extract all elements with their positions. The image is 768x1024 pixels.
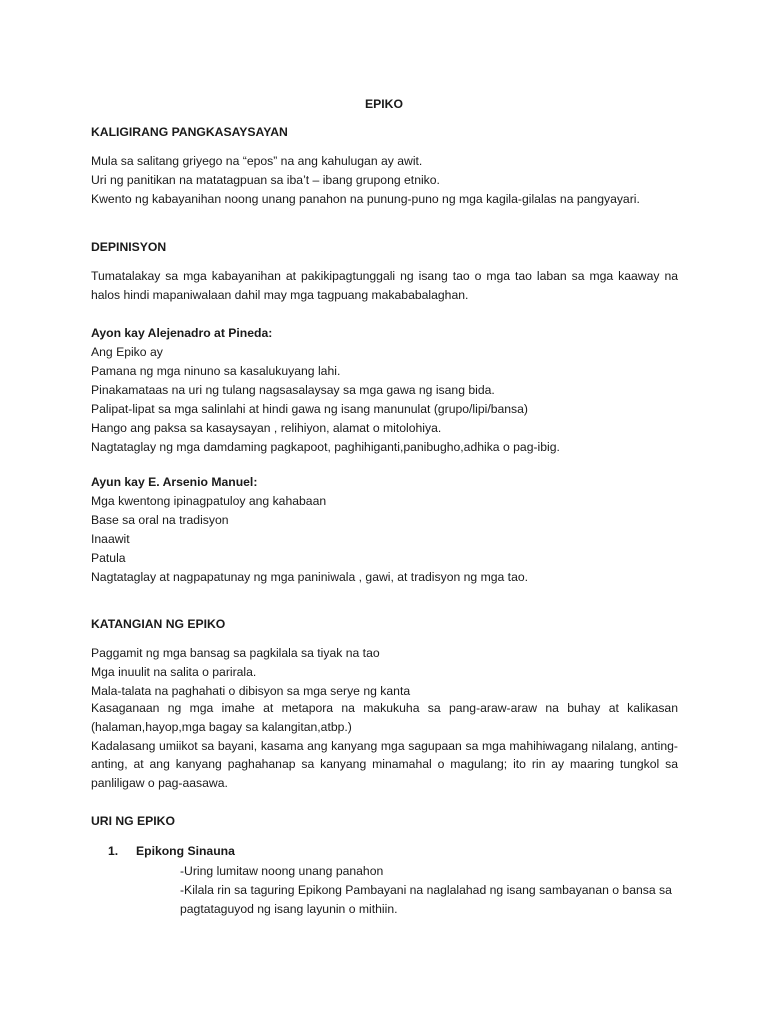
detail-line: -Kilala rin sa taguring Epikong Pambayani na naglalahad ng isang sambayanan o bansa sa pagtataguyod ng isang layunin o mithiin. [180, 883, 672, 916]
pineda-line: Nagtataglay ng mga damdaming pagkapoot, paghihiganti,panibugho,adhika o pag-ibig. [91, 440, 560, 454]
list-item-details [180, 862, 678, 919]
pineda-line: Hango ang paksa sa kasaysayan , relihiyon, alamat o mitolohiya. [91, 421, 442, 435]
katangian-paragraph [91, 699, 678, 793]
pineda-line: Palipat-lipat sa mga salinlahi at hindi gawa ng isang manunulat (grupo/lipi/bansa) [91, 402, 528, 416]
manuel-line: Patula [91, 551, 126, 565]
pineda-line: Pinakamataas na uri ng tulang nagsasalaysay sa mga gawa ng isang bida. [91, 383, 495, 397]
document-title: EPIKO [365, 97, 403, 111]
pineda-line: Ang Epiko ay [91, 345, 163, 359]
pineda-line: Pamana ng mga ninuno sa kasalukuyang lahi. [91, 364, 341, 378]
heading-pineda: Ayon kay Alejenadro at Pineda: [91, 326, 273, 340]
kaligiran-line: Uri ng panitikan na matatagpuan sa iba’t – ibang grupong etniko. [91, 173, 440, 187]
katangian-line: Mala-talata na paghahati o dibisyon sa mga serye ng kanta [91, 684, 411, 698]
kaligiran-line: Mula sa salitang griyego na “epos” na ang kahulugan ay awit. [91, 154, 423, 168]
heading-kaligiran: KALIGIRANG PANGKASAYSAYAN [91, 125, 288, 139]
manuel-line: Nagtataglay at nagpapatunay ng mga paniniwala , gawi, at tradisyon ng mga tao. [91, 570, 529, 584]
katangian-line: Paggamit ng mga bansag sa pagkilala sa tiyak na tao [91, 646, 380, 660]
manuel-line: Mga kwentong ipinagpatuloy ang kahabaan [91, 494, 327, 508]
heading-manuel: Ayun kay E. Arsenio Manuel: [91, 475, 258, 489]
kaligiran-line: Kwento ng kabayanihan noong unang panahon na punung-puno ng mga kagila-gilalas na pangyayari. [91, 192, 640, 206]
katangian-paragraph-text: Kasaganaan ng mga imahe at metapora na makukuha sa pang-araw-araw na buhay at kalikasan (halaman,hayop,mga bagay sa kalangitan,atbp.) [91, 701, 678, 734]
heading-katangian: KATANGIAN NG EPIKO [91, 617, 226, 631]
manuel-line: Base sa oral na tradisyon [91, 513, 229, 527]
depinisyon-paragraph [91, 267, 678, 305]
katangian-line: Mga inuulit na salita o parirala. [91, 665, 257, 679]
katangian-paragraph-text: Kadalasang umiikot sa bayani, kasama ang kanyang mga sagupaan sa mga mahihiwagang nilalang, anting-anting, at ang kanyang paghahanap sa kanyang minamahal o magulang; ito rin ay maaring tungkol sa panliligaw o pag-aasawa. [91, 738, 678, 791]
depinisyon-text: Tumatalakay sa mga kabayanihan at pakikipagtunggali ng isang tao o mga tao laban sa mga kaaway na halos hindi mapaniwalaan dahil may mga tagpuang makababalaghan. [91, 269, 678, 302]
list-number: 1. [108, 844, 119, 858]
heading-depinisyon: DEPINISYON [91, 240, 167, 254]
list-item-label: Epikong Sinauna [136, 844, 235, 858]
detail-line: -Uring lumitaw noong unang panahon [180, 864, 384, 878]
manuel-line: Inaawit [91, 532, 130, 546]
heading-uri: URI NG EPIKO [91, 814, 175, 828]
